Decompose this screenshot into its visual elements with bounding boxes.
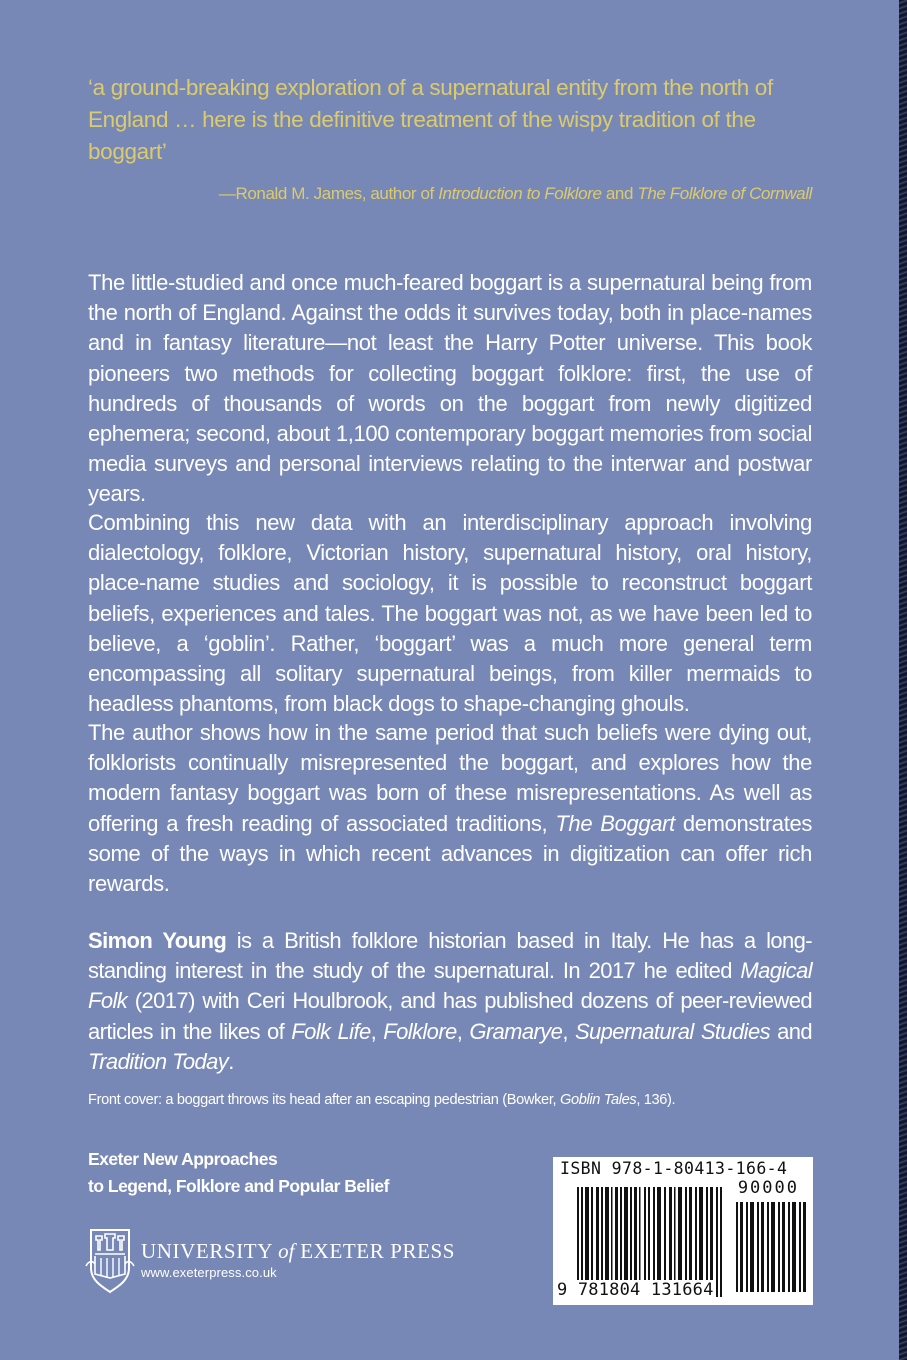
- publisher-name: UNIVERSITY of EXETER PRESS: [141, 1239, 456, 1263]
- series-line-1: Exeter New Approaches: [88, 1149, 278, 1169]
- exeter-shield-logo-icon: [85, 1228, 135, 1294]
- endorsement-quote: ‘a ground-breaking exploration of a supernatural entity from the north of England … here is the definitive treatment of the wispy tradition of the boggart’: [88, 75, 773, 164]
- description-paragraph-1: The little-studied and once much-feared boggart is a supernatural being from the north of England. Against the odds it survives today, both in place-names and in fantasy literature—not least the Harry Potter universe. This book pioneers two methods for collecting boggart folklore: first, the use of hundreds of thousands of words on the boggart from newly digitized ephemera; second, about 1,100 contemporary boggart memories from social media surveys and personal interviews relating to the interwar and postwar years.: [88, 270, 812, 507]
- book-title: Introduction to Folklore: [438, 184, 602, 203]
- series-title: [88, 1146, 488, 1200]
- publisher-text: [141, 1238, 455, 1282]
- author-name: Simon Young: [88, 928, 227, 953]
- book-title: The Folklore of Cornwall: [637, 184, 812, 203]
- publisher-url: www.exeterpress.co.uk: [141, 1265, 277, 1280]
- description-paragraph-2: Combining this new data with an interdisciplinary approach involving dialectology, folklore, Victorian history, supernatural history, oral history, place-name studies and sociology, it is possible to reconstruct boggart beliefs, experiences and tales. The boggart was not, as we have been led to believe, a ‘goblin’. Rather, ‘boggart’ was a much more general term encompassing all solitary supernatural beings, from killer mermaids to headless phantoms, from black dogs to shape-changing ghouls.: [88, 510, 812, 717]
- publisher-block: [85, 1228, 455, 1294]
- spine-edge: [899, 0, 907, 1360]
- book-title: The Boggart: [555, 810, 675, 836]
- series-line-2: to Legend, Folklore and Popular Belief: [88, 1176, 389, 1196]
- isbn-barcode: [553, 1157, 813, 1305]
- barcode-addon-digits: 90000: [737, 1178, 799, 1198]
- ean-digits: 9 781804 131664: [557, 1280, 714, 1300]
- endorsement-attribution: —Ronald M. James, author of Introduction to Folklore and The Folklore of Cornwall: [218, 184, 812, 203]
- isbn-label: ISBN 978-1-80413-166-4: [560, 1159, 788, 1178]
- cover-caption: Front cover: a boggart throws its head after an escaping pedestrian (Bowker, Goblin Tales, 136).: [88, 1092, 676, 1108]
- description-paragraph-3: The author shows how in the same period that such beliefs were dying out, folklorists continually misrepresented the boggart, and explores how the modern fantasy boggart was born of these misrepresentations. As well as offering a fresh reading of associated traditions, The Boggart demonstrates some of the ways in which recent advances in digitization can offer rich rewards.: [88, 720, 812, 897]
- author-bio: Simon Young is a British folklore historian based in Italy. He has a long-standing interest in the study of the supernatural. In 2017 he edited Magical Folk (2017) with Ceri Houlbrook, and has published dozens of peer-reviewed articles in the likes of Folk Life, Folklore, Gramarye, Supernatural Studies and Tradition Today.: [88, 928, 813, 1074]
- barcode-addon-bars-icon: [736, 1202, 806, 1292]
